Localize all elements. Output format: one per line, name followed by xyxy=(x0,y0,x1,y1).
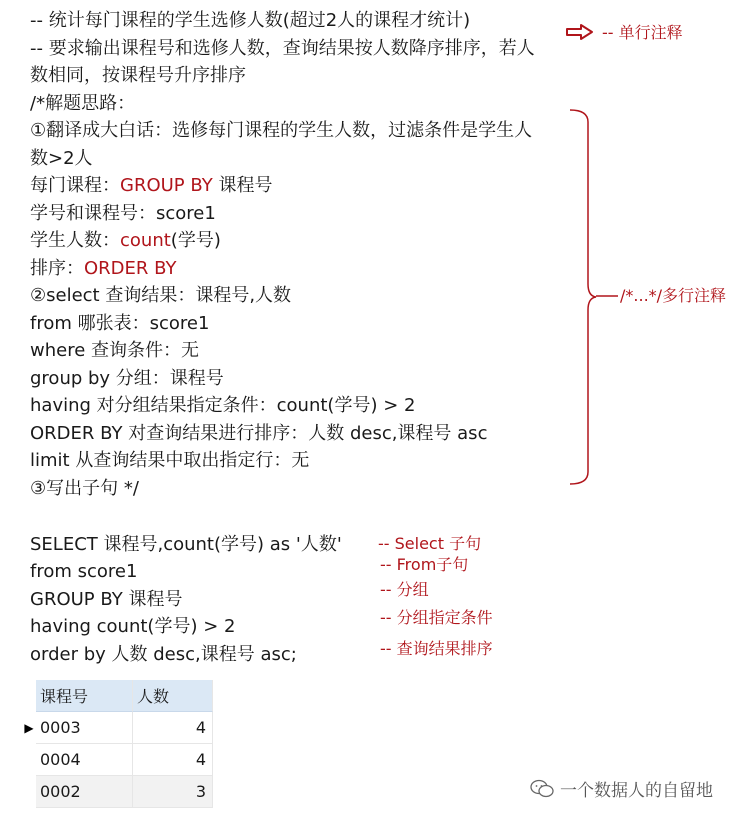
group-by-line xyxy=(30,173,272,199)
result-grid xyxy=(22,680,213,808)
sql-select: SELECT 课程号,count(学号) as '人数' xyxy=(30,534,342,555)
order-line xyxy=(30,256,177,282)
group-label: 每门课程： xyxy=(30,175,120,196)
brace-connector xyxy=(596,294,618,298)
comment-line-2: -- 要求输出课程号和选修人数，查询结果按人数降序排序，若人 xyxy=(30,38,535,59)
comment-line-select: ②select 查询结果：课程号,人数 xyxy=(30,285,292,306)
sql-from: from score1 xyxy=(30,561,138,582)
score-line: 学号和课程号：score1 xyxy=(30,203,216,224)
count-line xyxy=(30,228,221,254)
column-header-course[interactable]: 课程号 xyxy=(36,680,133,712)
table-row[interactable] xyxy=(22,744,213,776)
sql-having: having count(学号) > 2 xyxy=(30,616,236,637)
watermark xyxy=(530,776,713,801)
comment-line-5: ①翻译成大白话：选修每门课程的学生人数，过滤条件是学生人 xyxy=(30,120,533,141)
comment-line-3: 数相同，按课程号升序排序 xyxy=(30,65,246,86)
cell-count[interactable]: 4 xyxy=(133,744,213,776)
row-marker xyxy=(22,744,36,776)
sql-order-by: order by 人数 desc,课程号 asc; xyxy=(30,644,297,665)
comment-line-end: ③写出子句 */ xyxy=(30,478,139,499)
result-header-row xyxy=(22,680,213,712)
select-clause-note: -- Select 子句 xyxy=(378,534,482,553)
group-clause-note: -- 分组 xyxy=(380,580,429,599)
wechat-icon xyxy=(530,779,554,799)
cell-course[interactable]: 0003 xyxy=(36,712,133,744)
arrow-right-icon xyxy=(565,23,595,41)
comment-line-4: /*解题思路： xyxy=(30,93,136,114)
cell-course[interactable]: 0004 xyxy=(36,744,133,776)
cell-course[interactable]: 0002 xyxy=(36,776,133,808)
column-header-count[interactable]: 人数 xyxy=(133,680,213,712)
comment-line-limit: limit 从查询结果中取出指定行：无 xyxy=(30,450,310,471)
count-rest: (学号) xyxy=(170,230,221,251)
order-keyword: ORDER BY xyxy=(84,258,177,279)
group-keyword: GROUP BY xyxy=(120,175,213,196)
order-clause-note: -- 查询结果排序 xyxy=(380,639,493,658)
comment-line-where: where 查询条件：无 xyxy=(30,340,200,361)
group-rest: 课程号 xyxy=(212,175,273,196)
cell-count[interactable]: 3 xyxy=(133,776,213,808)
sql-group-by: GROUP BY 课程号 xyxy=(30,589,183,610)
comment-line-group: group by 分组：课程号 xyxy=(30,368,224,389)
comment-line-having: having 对分组结果指定条件：count(学号) > 2 xyxy=(30,395,416,416)
table-row[interactable] xyxy=(22,776,213,808)
table-row[interactable] xyxy=(22,712,213,744)
order-label: 排序： xyxy=(30,258,84,279)
single-line-comment-note: -- 单行注释 xyxy=(602,23,683,42)
comment-line-order: ORDER BY 对查询结果进行排序：人数 desc,课程号 asc xyxy=(30,423,488,444)
right-brace-icon xyxy=(568,108,598,486)
from-clause-note: -- From子句 xyxy=(380,555,469,574)
row-marker xyxy=(22,776,36,808)
count-keyword: count xyxy=(120,230,171,251)
comment-line-6: 数>2人 xyxy=(30,148,93,169)
count-label: 学生人数： xyxy=(30,230,120,251)
row-marker-spacer xyxy=(22,680,36,712)
cell-count[interactable]: 4 xyxy=(133,712,213,744)
watermark-text: 一个数据人的自留地 xyxy=(560,781,713,801)
current-row-arrow-icon: ▶ xyxy=(24,721,34,735)
having-clause-note: -- 分组指定条件 xyxy=(380,608,493,627)
comment-line-from: from 哪张表：score1 xyxy=(30,313,210,334)
comment-line-1: -- 统计每门课程的学生选修人数(超过2人的课程才统计) xyxy=(30,10,471,31)
multi-line-comment-note: /*...*/多行注释 xyxy=(620,286,727,305)
